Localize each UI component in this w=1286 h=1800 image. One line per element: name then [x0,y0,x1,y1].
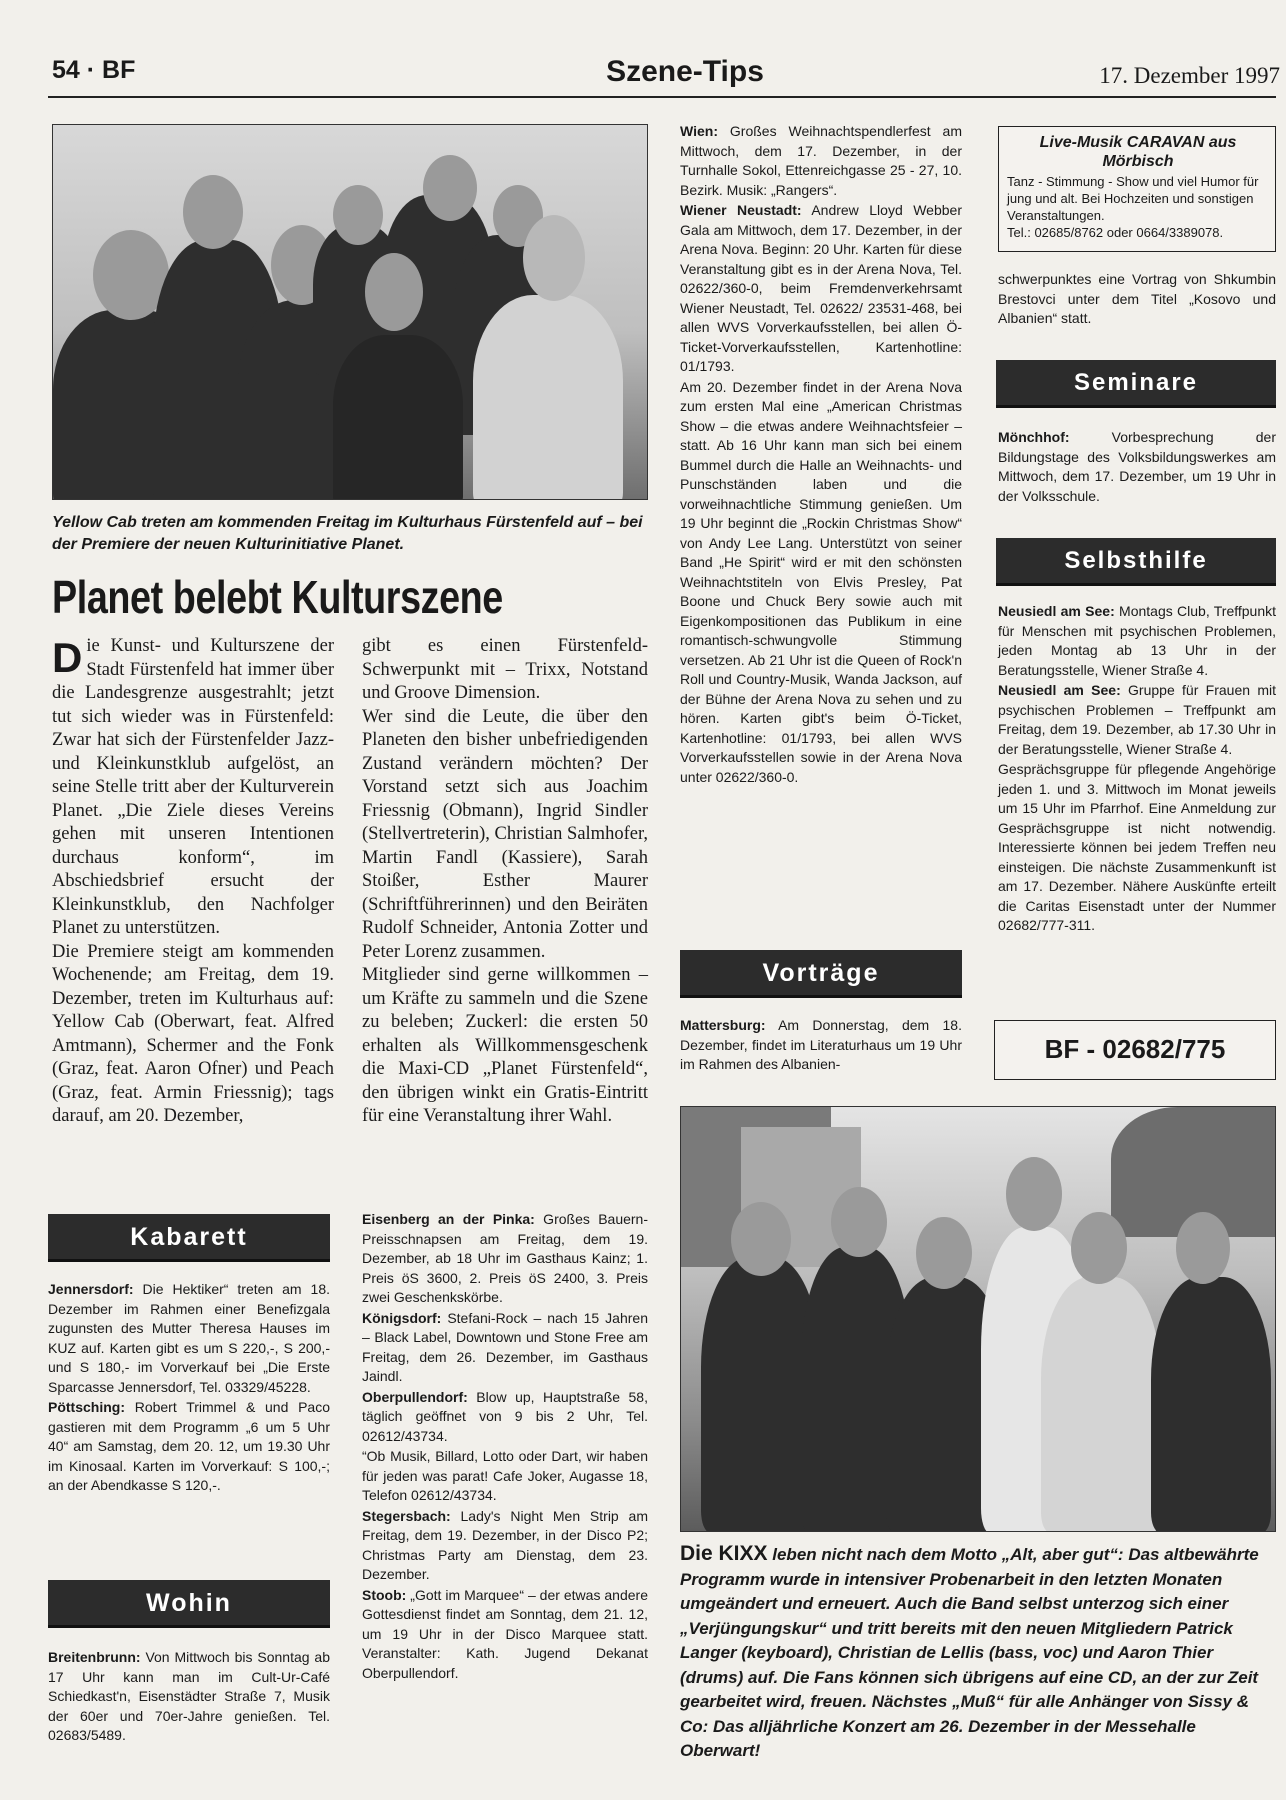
issue-date: 17. Dezember 1997 [1099,63,1280,88]
caravan-title: Live-Musik CARAVAN aus Mörbisch [1039,134,1237,170]
section-header-selbsthilfe: Selbsthilfe [996,538,1276,586]
event-item: Königsdorf: Stefani-Rock – nach 15 Jahren – Black Label, Downtown und Stone Free am Freitag, dem 26. Dezember, im Gasthaus Jaindl. [362,1309,648,1384]
event-item: Am 20. Dezember findet in der Arena Nova zum ersten Mal eine „American Christmas Show – die etwas andere Weihnachtsfeier – statt. Ab 16 Uhr kann man sich bei einem Bummel durch die Halle an Weihnachts- und Punschständen laben und die vorweihnachtliche Stimmung genießen. Um 19 Uhr beginnt die „Rockin Christmas Show“ von Andy Lee Lang. Unterstützt von seiner Band „He Spirit“ wird er mit den schönsten Weihnachtstiteln von Elvis Presley, Pat Boone und Chuck Bery sowie auch mit Eigenkompositionen das Publikum in eine romantisch-schwungvolle Stimmung versetzen. Ab 21 Uhr ist die Queen of Rock'n Roll und Country-Musik, Wanda Jackson, auf der Bühne der Arena Nova zu sehen und zu hören. Karten gibt's beim Ö-Ticket, Kartenhotline: 01/1793, bei allen WVS Vorverkaufsstellen sowie in der Arena Nova unter 02622/360-0. [680,378,962,785]
event-item: Stegersbach: Lady's Night Men Strip am Freitag, dem 19. Dezember, in der Disco P2; Christmas Party am Dienstag, dem 23. Dezember. [362,1507,648,1582]
article-column-1 [52,635,334,1129]
kixx-caption [680,1542,1276,1764]
selbsthilfe-item: Gesprächsgruppe für pflegende Angehörige jeden 1. und 3. Mittwoch im Monat jeweils um 15 Uhr im Pfarrhof. Eine Anmeldung zur Gesprächsgruppe ist nicht notwendig. Interessierte können bei jedem Treffen neu einsteigen. Die nächste Zusammenkunft ist am 17. Dezember. Nähere Auskünfte erteilt die Caritas Eisenstadt unter der Nummer 02682/777-311. [998,761,1276,933]
events-column-2 [362,1210,648,1684]
event-item: Wien: Großes Weihnachtspendlerfest am Mittwoch, dem 17. Dezember, in der Turnhalle Sokol, Ettenreichgasse 25 - 27, 10. Bezirk. Musik: „Rangers“. [680,123,962,198]
article-paragraph: Mitglieder sind gerne willkommen – um Kräfte zu sammeln und die Szene zu beleben; Zuckerl: die ersten 50 erhalten als Willkommensgeschenk die Maxi-CD „Planet Fürstenfeld“, den übrigen winkt ein Gratis-Eintritt für eine Veranstaltung ihrer Wahl. [362,965,648,1126]
section-header-seminare: Seminare [996,360,1276,408]
article-headline: Planet belebt Kulturszene [52,571,503,623]
section-header-kabarett: Kabarett [48,1214,330,1262]
section-title: Szene-Tips [606,55,764,88]
kabarett-item: Pöttsching: Robert Trimmel & und Paco gastieren mit dem Programm „6 um 5 Uhr 40“ am Samstag, dem 20. 12, um 19.30 Uhr im Kinosaal. Karten im Vorverkauf: S 100,-; an der Abendkasse S 120,-. [48,1399,330,1493]
selbsthilfe-item: Neusiedl am See: Gruppe für Frauen mit psychischen Problemen – Treffpunkt am Freitag, dem 19. Dezember, ab 17.30 Uhr in der Beratungsstelle, Wiener Straße 4. [998,682,1276,757]
vortraege-continued: schwerpunktes eine Vortrag von Shkumbin Brestovci unter dem Titel „Kosovo und Albanien“ statt. [998,271,1276,326]
bf-phone-box: BF - 02682/775 [994,1020,1276,1080]
photo-yellow-cab [52,124,648,500]
article-paragraph: ie Kunst- und Kulturszene der Stadt Fürstenfeld hat immer über die Landesgrenze ausgestrahlt; jetzt tut sich wieder was in Fürstenfeld: Zwar hat sich der Fürstenfelder Jazz- und Kleinkunstklub aufgelöst, an seine Stelle tritt aber der Kulturverein Planet. „Die Ziele dieses Vereins gehen mit unseren Intentionen durchaus konform“, im Abschiedsbrief ersucht der Kleinkunstklub, den Nachfolger Planet zu unterstützen. [52,636,334,938]
event-item: Oberpullendorf: Blow up, Hauptstraße 58, täglich geöffnet von 9 bis 2 Uhr, Tel. 02612/43734. [362,1388,648,1444]
section-header-vortraege: Vorträge [680,950,962,998]
photo-caption: Yellow Cab treten am kommenden Freitag im Kulturhaus Fürstenfeld auf – bei der Premiere der neuen Kulturinitiative Planet. [52,514,643,553]
kabarett-item: Jennersdorf: Die Hektiker“ treten am 18. Dezember im Rahmen einer Benefizgala zugunsten des Mutter Theresa Hauses im KUZ auf. Karten gibt es um S 220,-, S 200,- und S 180,- im Vorverkauf bei „Die Erste Sparcasse Jennersdorf, Tel. 03329/45228. [48,1281,330,1395]
header-rule [48,96,1276,98]
selbsthilfe-item: Neusiedl am See: Montags Club, Treffpunkt für Menschen mit psychischen Problemen, jeden Montag ab 13 Uhr in der Beratungsstelle, Wiener Straße 4. [998,603,1276,678]
page-number: 54 · BF [52,56,136,84]
vortraege-item: Mattersburg: Am Donnerstag, dem 18. Dezember, findet im Literaturhaus um 19 Uhr im Rahmen des Albanien- [680,1017,962,1072]
caravan-text: Tanz - Stimmung - Show und viel Humor für jung und alt. Bei Hochzeiten und sonstigen Veranstaltungen. [1007,174,1259,223]
article-paragraph: Die Premiere steigt am kommenden Wochenende; am Freitag, dem 19. Dezember, treten im Kulturhaus auf: Yellow Cab (Oberwart, feat. Alfred Amtmann), Schermer and the Fonk (Graz, feat. Aaron Ofner) und Peach (Graz, feat. Armin Friessnig); tags darauf, am 20. Dezember, [52,941,334,1126]
kabarett-items [48,1280,330,1497]
drop-cap: D [52,634,83,681]
caravan-tel: Tel.: 02685/8762 oder 0664/3389078. [1007,225,1224,240]
article-column-2 [362,635,648,1129]
event-item: Eisenberg an der Pinka: Großes Bauern-Preisschnapsen am Freitag, dem 19. Dezember, ab 18 Uhr im Gasthaus Kainz; 1. Preis öS 3600, 2. Preis öS 2400, 3. Preis zwei Geschenkskörbe. [362,1211,648,1305]
events-column [680,122,962,788]
event-item: Wiener Neustadt: Andrew Lloyd Webber Gala am Mittwoch, dem 17. Dezember, in der Arena Nova. Beginn: 20 Uhr. Karten für diese Veranstaltung gibt es in der Arena Nova, Tel. 02622/360-0, beim Fremdenverkehrsamt Wiener Neustadt, Tel. 02622/ 23531-468, bei allen WVS Vorverkaufsstellen, bei allen Ö-Ticket-Vorverkaufsstellen, Kartenhotline: 01/1793. [680,202,962,374]
wohin-item: Breitenbrunn: Von Mittwoch bis Sonntag ab 17 Uhr kann man im Cult-Ur-Café Schiedkast'n, Eisenstädter Straße 7, Musik der 60er und 70er-Jahre genießen. Tel. 02683/5489. [48,1649,330,1743]
kixx-caption-lead: Die KIXX [680,1542,768,1565]
article-paragraph: Wer sind die Leute, die über den Planeten den bisher unbefriedigenden Zustand verändern möchten? Der Vorstand setzt sich aus Joachim Friessnig (Obmann), Ingrid Sindler (Stellvertreterin), Christian Salmhofer, Martin Fandl (Kassiere), Sarah Stoißer, Esther Maurer (Schriftführerinnen) und den Beiräten Rudolf Schneider, Antonia Zotter und Peter Lorenz zusammen. [362,706,648,962]
event-item: “Ob Musik, Billard, Lotto oder Dart, wir haben für jeden was parat! Cafe Joker, Augasse 18, Telefon 02612/43734. [362,1448,648,1503]
article-paragraph: gibt es einen Fürstenfeld-Schwerpunkt mit – Trixx, Notstand und Groove Dimension. [362,636,648,703]
event-item: Stoob: „Gott im Marquee“ – der etwas andere Gottesdienst findet am Sonntag, dem 21. 12, um 19 Uhr in der Disco Marquee statt. Veranstalter: Kath. Jugend Dekanat Oberpullendorf. [362,1586,648,1681]
photo-kixx [680,1106,1276,1532]
kixx-caption-text: leben nicht nach dem Motto „Alt, aber gut“: Das altbewährte Programm wurde in intensiver Probenarbeit in den letzten Monaten umgeändert und erneuert. Auch die Band selbst unterzog sich einer „Verjüngungskur“ und tritt bereits mit den neuen Mitgliedern Patrick Langer (keyboard), Christian de Lellis (bass, voc) und Aaron Thier (drums) auf. Die Fans können sich übrigens auf eine CD, an der zur Zeit gearbeitet wird, freuen. Nächstes „Muß“ für alle Anhänger von Sissy & Co: Das alljährliche Konzert am 26. Dezember in der Messehalle Oberwart! [680,1545,1259,1760]
seminare-item: Mönchhof: Vorbesprechung der Bildungstage des Volksbildungswerkes am Mittwoch, dem 17. Dezember, um 19 Uhr in der Volksschule. [998,429,1276,504]
section-header-wohin: Wohin [48,1580,330,1628]
selbsthilfe-items [998,602,1276,937]
caravan-ad [998,126,1276,252]
